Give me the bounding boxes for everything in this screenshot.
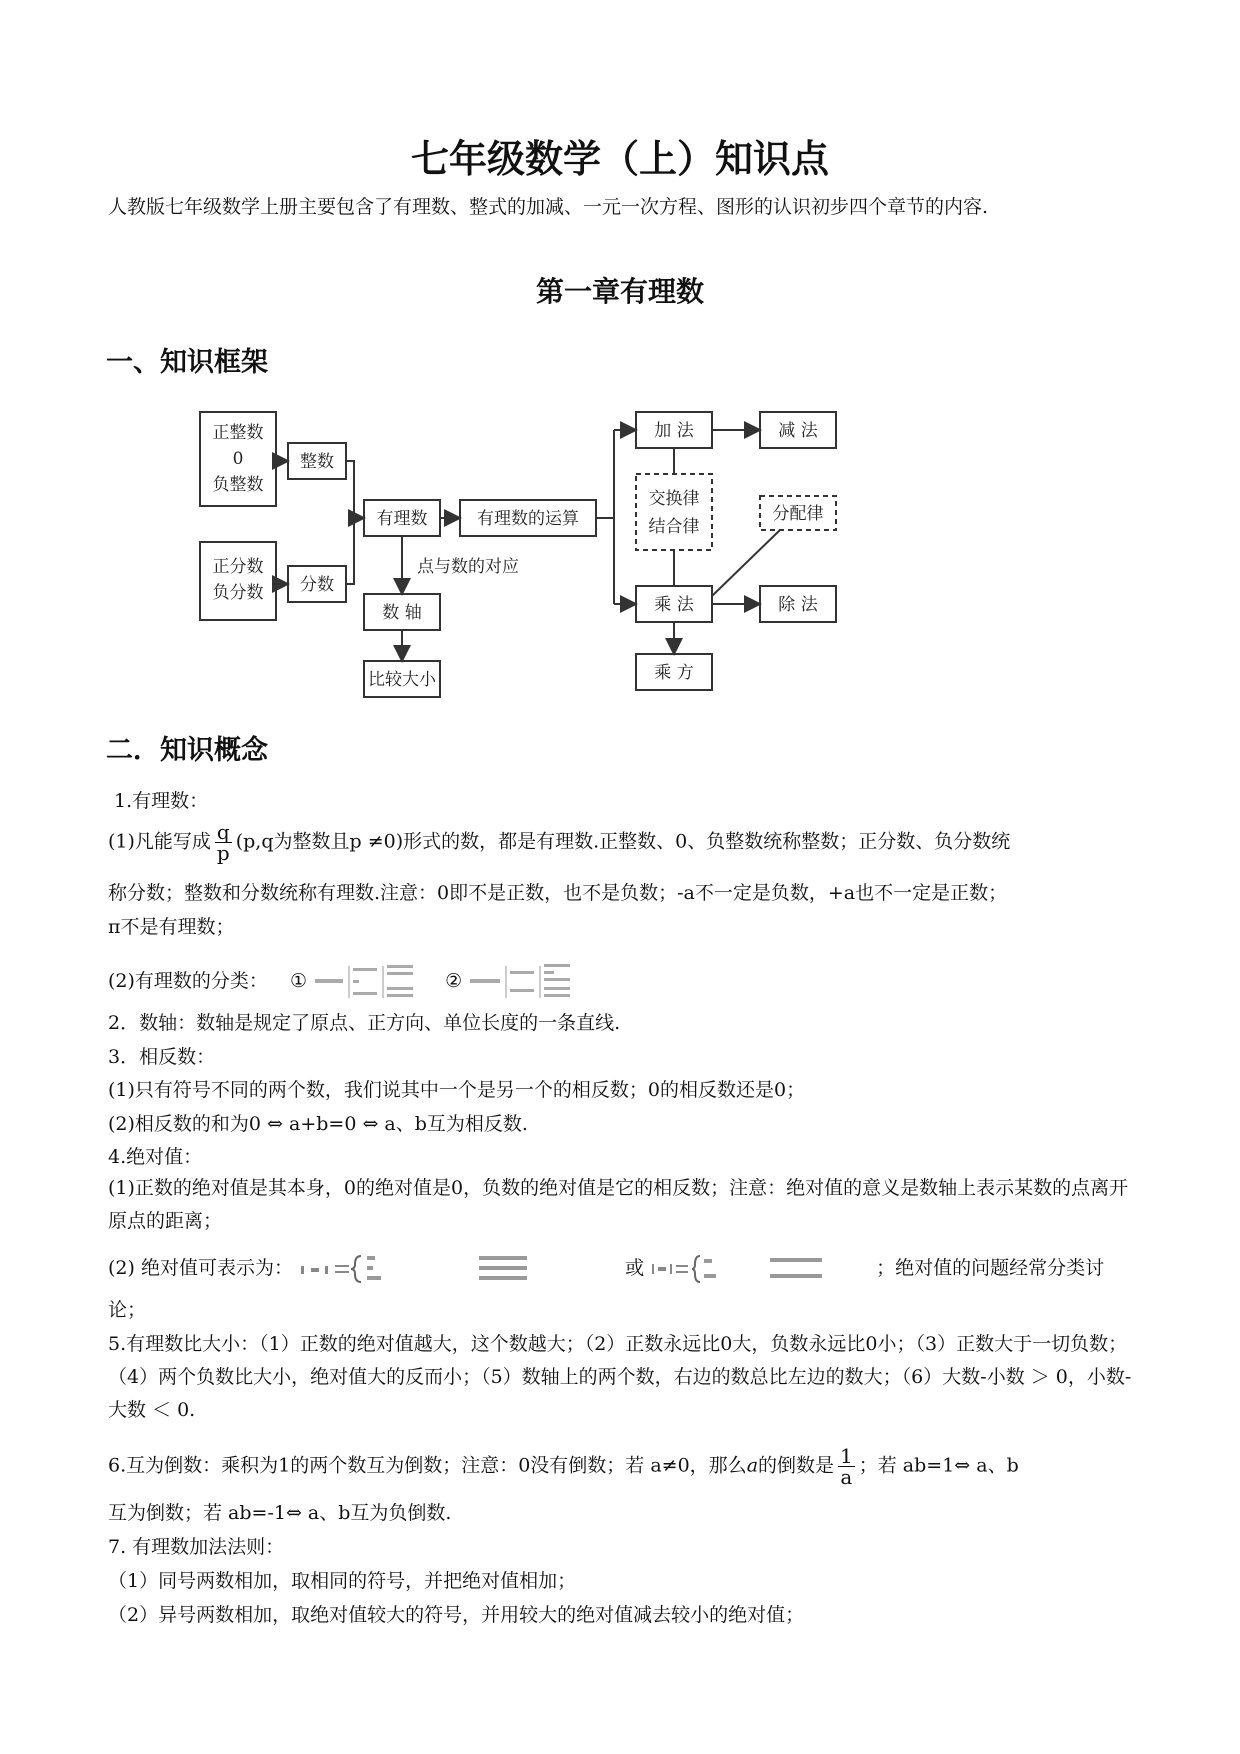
- p1-a-post: 形式的数，都是有理数.正整数、0、负整数统称整数；正分数、负分数统: [403, 830, 1011, 853]
- label-yunsuan: 有理数的运算: [477, 509, 579, 529]
- absolute-value-formula-2-image: [650, 1252, 870, 1286]
- label-fenpei: 分配律: [772, 504, 824, 524]
- p3-a: (1)只有符号不同的两个数，我们说其中一个是另一个的相反数；0的相反数还是0；: [108, 1079, 806, 1101]
- label-chengfang: 乘 方: [654, 663, 694, 683]
- label-zhengfenshu: 正分数: [212, 557, 264, 577]
- label-shuzhou: 数 轴: [382, 603, 422, 623]
- label-chufa: 除 法: [778, 595, 818, 615]
- box-jiaohuan-jiehe: [636, 474, 712, 550]
- intro-text: 人教版七年级数学上册主要包含了有理数、整式的加减、一元一次方程、图形的认识初步四个章节的内容.: [108, 196, 989, 218]
- p5-comparison: 5.有理数比大小：（1）正数的绝对值越大，这个数越大；（2）正数永远比0大，负数永远比0小；（3）正数大于一切负数；（4）两个负数比大小，绝对值大的反而小；（5）数轴上的两个数，右边的数总比左边的数大；（6）大数-小数 ＞ 0，小数-大数 ＜ 0.: [108, 1333, 1132, 1421]
- label-jianfa: 减 法: [778, 421, 818, 441]
- classification-scheme-2-image: [468, 962, 588, 1002]
- fraction-1-over-a: $\frac{1}{a}$: [840, 1444, 853, 1489]
- p2-number-line: 2．数轴：数轴是规定了原点、正方向、单位长度的一条直线.: [108, 1012, 621, 1034]
- label-chengfa: 乘 法: [654, 595, 694, 615]
- p6-line2: 互为倒数；若 ab=-1⇔ a、b互为负倒数.: [108, 1502, 452, 1524]
- p6-mid: 的倒数是: [758, 1454, 835, 1477]
- p6-pre: 6.互为倒数：乘积为1的两个数互为倒数；注意：0没有倒数；若 a≠0，那么: [108, 1454, 747, 1477]
- absolute-value-formula-1-image: [299, 1252, 619, 1286]
- p4-a: (1)正数的绝对值是其本身，0的绝对值是0，负数的绝对值是它的相反数；注意：绝对值的意义是数轴上表示某数的点离开原点的距离；: [108, 1177, 1129, 1232]
- p1-a-cond: (p,q为整数且p ≠0): [235, 830, 404, 853]
- p4-b-or: 或: [625, 1257, 645, 1279]
- p4-b-line2: 论；: [108, 1299, 147, 1321]
- label-bijiao: 比较大小: [368, 670, 436, 690]
- label-zero: 0: [232, 449, 244, 469]
- p3-heading: 3．相反数：: [108, 1046, 216, 1068]
- label-jiaohuan: 交换律: [648, 489, 700, 509]
- p7-a: （1）同号两数相加，取相同的符号，并把绝对值相加；: [108, 1570, 577, 1592]
- label-duiying: 点与数的对应: [417, 557, 519, 577]
- p3-b: (2)相反数的和为0 ⇔ a+b=0 ⇔ a、b互为相反数.: [108, 1113, 528, 1135]
- p7-b: （2）异号两数相加，取绝对值较大的符号，并用较大的绝对值减去较小的绝对值；: [108, 1604, 805, 1626]
- label-youlishu: 有理数: [376, 509, 428, 529]
- p4-b-pre: (2) 绝对值可表示为：: [108, 1257, 293, 1279]
- label-zhengshu: 整数: [300, 452, 334, 472]
- p1-line3: π不是有理数；: [108, 916, 235, 938]
- p6-post: ；若 ab=1⇔ a、b: [858, 1454, 1019, 1477]
- page-title: 七年级数学（上）知识点: [410, 137, 829, 181]
- circled-one: ①: [289, 970, 308, 992]
- p1-b-pre: (2)有理数的分类：: [108, 970, 268, 992]
- p1-classification: [108, 962, 1138, 1002]
- knowledge-framework-diagram: [196, 386, 932, 702]
- p1-heading: 1.有理数：: [114, 790, 209, 812]
- label-zhengzhengshu: 正整数: [212, 423, 264, 443]
- box-fractions-list: [200, 542, 276, 620]
- chapter-title: 第一章有理数: [535, 275, 704, 308]
- p7-heading: 7. 有理数加法法则：: [108, 1536, 285, 1558]
- p1-line2: 称分数；整数和分数统称有理数.注意：0即不是正数，也不是负数；-a不一定是负数，+a也不一定是正数；: [108, 882, 1008, 904]
- fraction-q-over-p: $\frac{q}{p}$: [216, 820, 230, 865]
- label-jiehe: 结合律: [648, 517, 700, 537]
- p6-line1: [108, 1446, 1138, 1487]
- classification-scheme-1-image: [313, 962, 433, 1002]
- p4-heading: 4.绝对值：: [108, 1146, 203, 1168]
- label-jiafa: 加 法: [654, 421, 694, 441]
- p4-b: [108, 1252, 1138, 1286]
- p4-b-post: ；绝对值的问题经常分类讨: [876, 1257, 1105, 1279]
- section-framework: 一、知识框架: [106, 347, 268, 378]
- p1-line1: [108, 822, 1138, 863]
- p1-a-pre: (1)凡能写成: [108, 830, 211, 853]
- label-fuzhengshu: 负整数: [212, 475, 264, 495]
- section-concepts: 二．知识概念: [106, 735, 268, 766]
- p6-var: a: [746, 1454, 759, 1477]
- circled-two: ②: [445, 970, 463, 992]
- label-fufenshu: 负分数: [212, 583, 264, 603]
- label-fenshu: 分数: [300, 575, 334, 595]
